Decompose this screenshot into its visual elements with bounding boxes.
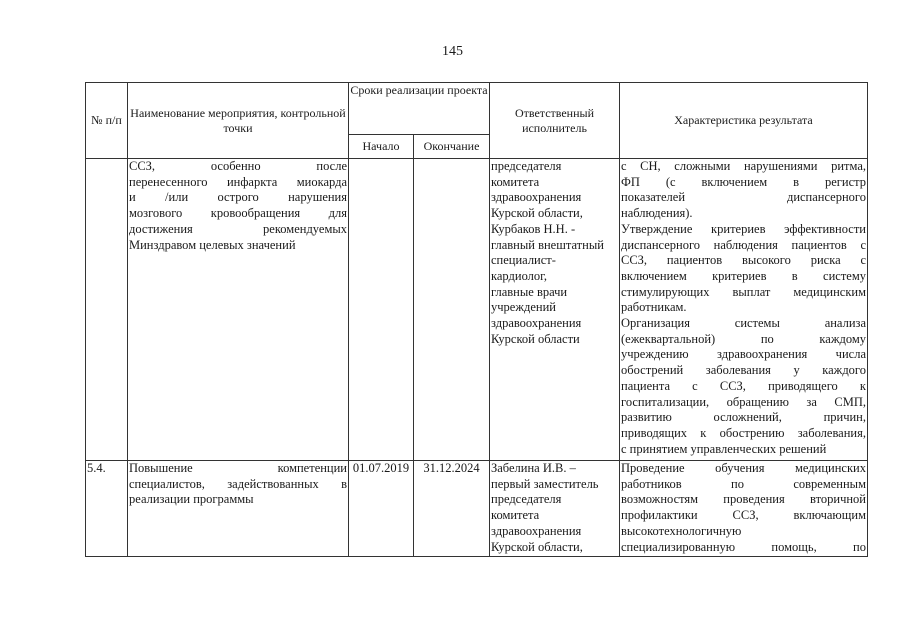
text-line: ССЗ, пациентов высокого риска с	[621, 253, 866, 268]
text-line: перенесенного инфаркта миокарда	[129, 174, 347, 189]
header-start: Начало	[349, 135, 414, 159]
row-num: 5.4.	[86, 461, 128, 557]
text-line: здравоохранения	[491, 316, 582, 331]
text-line: Утверждение критериев эффективности	[621, 221, 866, 236]
text-line: приводящих к обострению заболевания,	[621, 425, 866, 440]
text-line: пациента с ССЗ, приводящего к	[621, 378, 866, 393]
row-result	[620, 461, 868, 557]
text-line: госпитализации, обращению за СМП,	[621, 394, 866, 409]
text-line: специалистов, задействованных в	[129, 476, 347, 491]
text-line: здравоохранения	[491, 523, 582, 538]
text-line: Организация системы анализа	[621, 316, 866, 331]
text-line: учреждению здравоохранения числа	[621, 347, 866, 362]
text-line: диспансерного наблюдения пациентов с	[621, 237, 866, 252]
text-line: Курской области,	[491, 539, 583, 554]
text-line: стимулирующих выплат медицинским	[621, 284, 866, 299]
text-line: ФП (с включением в регистр	[621, 174, 866, 189]
text-line: комитета	[491, 174, 540, 189]
text-line: Курской области	[491, 331, 580, 346]
row-end: 31.12.2024	[414, 461, 490, 557]
activities-table	[85, 82, 868, 557]
text-line: комитета	[491, 508, 540, 523]
table-row	[86, 461, 868, 557]
text-line: первый заместитель	[491, 476, 599, 491]
text-line: Повышение компетенции	[129, 461, 347, 475]
text-line: кардиолог,	[491, 268, 547, 283]
text-line: обострений заболевания у каждого	[621, 363, 866, 378]
text-line: с СН, сложными нарушениями ритма,	[621, 159, 866, 173]
header-name: Наименование мероприятия, контрольной точки	[128, 83, 349, 159]
text-line: ССЗ, особенно после	[129, 159, 347, 173]
row-name	[128, 159, 349, 461]
page-number: 145	[442, 44, 463, 59]
text-line: учреждений	[491, 300, 556, 315]
text-line: специализированную помощь, по	[621, 539, 866, 554]
text-line: Забелина И.В. –	[491, 461, 576, 475]
text-line: Курской области,	[491, 206, 583, 221]
row-responsible	[490, 461, 620, 557]
header-end: Окончание	[414, 135, 490, 159]
text-line: показателей диспансерного	[621, 190, 866, 205]
text-line: работников по современным	[621, 476, 866, 491]
text-line: наблюдения).	[621, 206, 693, 221]
text-line: высокотехнологичную	[621, 523, 742, 538]
text-line: достижения рекомендуемых	[129, 221, 347, 236]
text-line: мозгового кровообращения для	[129, 206, 347, 221]
row-start	[349, 159, 414, 461]
table-row	[86, 159, 868, 461]
text-line: здравоохранения	[491, 190, 582, 205]
text-line: Минздравом целевых значений	[129, 237, 296, 252]
text-line: председателя	[491, 159, 562, 173]
row-num	[86, 159, 128, 461]
text-line: (ежеквартальной) по каждому	[621, 331, 866, 346]
header-timeline: Сроки реализации проекта	[349, 83, 490, 135]
text-line: возможностям проведения вторичной	[621, 492, 866, 507]
text-line: специалист-	[491, 253, 556, 268]
text-line: главный внештатный	[491, 237, 604, 252]
text-line: развитию осложнений, причин,	[621, 410, 866, 425]
text-line: председателя	[491, 492, 562, 507]
text-line: работникам.	[621, 300, 687, 315]
text-line: Проведение обучения медицинских	[621, 461, 866, 475]
row-end	[414, 159, 490, 461]
text-line: профилактики ССЗ, включающим	[621, 508, 866, 523]
text-line: главные врачи	[491, 284, 568, 299]
header-responsible: Ответственный исполнитель	[490, 83, 620, 159]
row-responsible	[490, 159, 620, 461]
row-result	[620, 159, 868, 461]
header-num: № п/п	[86, 83, 128, 159]
header-result: Характеристика результата	[620, 83, 868, 159]
text-line: реализации программы	[129, 492, 254, 507]
text-line: Курбаков Н.Н. -	[491, 221, 576, 236]
text-line: с принятием управленческих решений	[621, 441, 827, 456]
row-start: 01.07.2019	[349, 461, 414, 557]
row-name	[128, 461, 349, 557]
text-line: и /или острого нарушения	[129, 190, 347, 205]
text-line: включением критериев в систему	[621, 268, 866, 283]
